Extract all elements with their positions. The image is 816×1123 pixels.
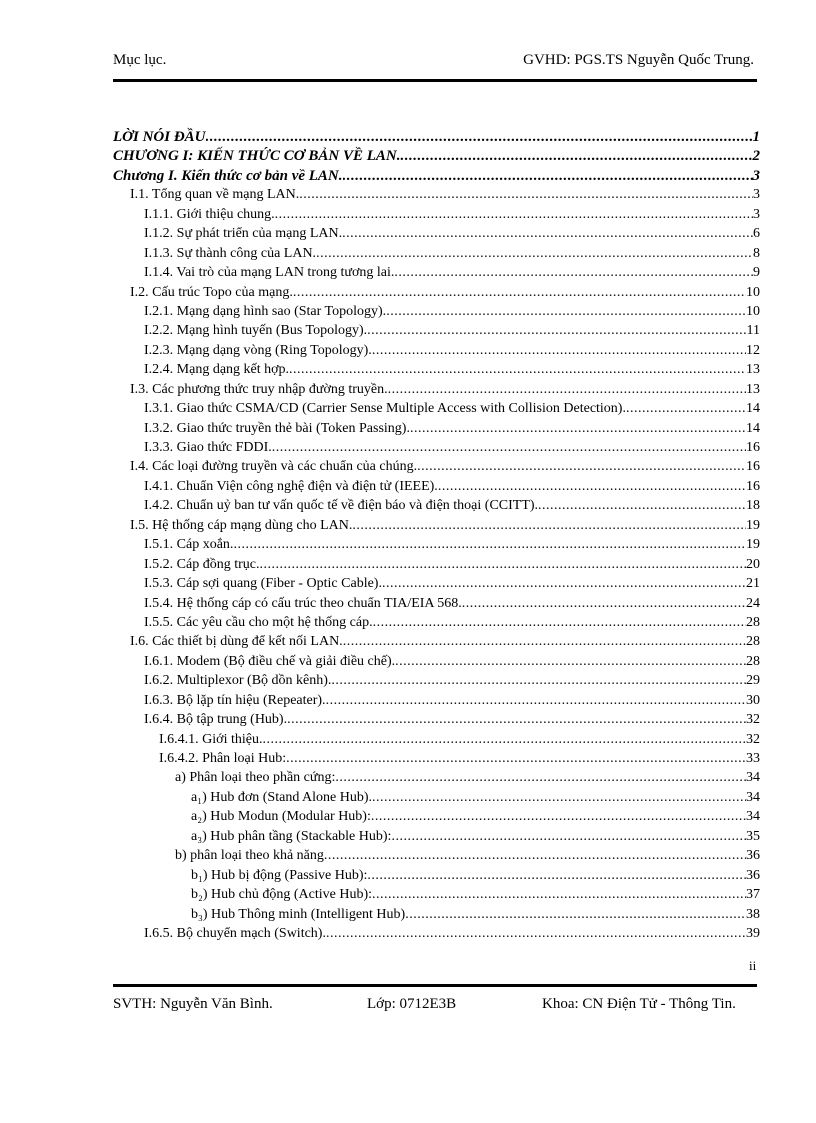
- toc-leader-dots: [286, 751, 746, 767]
- toc-entry-title: I.2. Cấu trúc Topo của mạng.: [130, 284, 293, 300]
- toc-entry[interactable]: [113, 168, 760, 187]
- toc-entry-title: b) phân loại theo khả năng: [175, 848, 324, 864]
- toc-entry-page: 32: [746, 731, 760, 747]
- toc-entry-title: I.6.3. Bộ lặp tín hiệu (Repeater).: [144, 692, 326, 708]
- toc-entry[interactable]: [113, 246, 760, 265]
- toc-entry-title: I.1.1. Giới thiệu chung.: [144, 206, 275, 222]
- toc-entry-title: I.3.1. Giao thức CSMA/CD (Carrier Sense Multiple Access with Collision Detection).: [144, 401, 626, 417]
- page-number: ii: [749, 958, 757, 973]
- toc-entry-title: I.1.4. Vai trò của mạng LAN trong tương lai.: [144, 265, 395, 281]
- toc-entry-page: 34: [746, 809, 760, 825]
- toc-leader-dots: [386, 304, 746, 320]
- toc-entry-title: I.3.2. Giao thức truyền thẻ bài (Token Passing).: [144, 420, 410, 436]
- toc-entry-page: 16: [746, 459, 760, 475]
- toc-entry-title: I.3. Các phương thức truy nhập đường truyền.: [130, 381, 388, 397]
- toc-entry[interactable]: [113, 459, 760, 478]
- toc-entry-title: a) Phân loại theo phần cứng:: [175, 770, 336, 786]
- toc-entry[interactable]: [113, 732, 760, 751]
- toc-entry-page: 2: [752, 148, 760, 165]
- toc-entry-page: 13: [746, 381, 760, 397]
- toc-entry-title: I.5.4. Hệ thống cáp có cấu trúc theo chuẩn TIA/EIA 568.: [144, 595, 462, 611]
- toc-leader-dots: [372, 343, 746, 359]
- toc-entry-page: 36: [746, 867, 760, 883]
- toc-entry[interactable]: [113, 343, 760, 362]
- toc-leader-dots: [367, 868, 746, 884]
- toc-entry-title: I.2.3. Mạng dạng vòng (Ring Topology).: [144, 342, 372, 358]
- toc-entry[interactable]: [113, 401, 760, 420]
- toc-entry[interactable]: [113, 557, 760, 576]
- toc-leader-dots: [391, 829, 746, 845]
- toc-entry[interactable]: [113, 751, 760, 770]
- toc-leader-dots: [371, 809, 746, 825]
- toc-entry-title: I.5.5. Các yêu cầu cho một hệ thống cáp.: [144, 614, 373, 630]
- toc-leader-dots: [438, 479, 746, 495]
- toc-entry[interactable]: [113, 265, 760, 284]
- toc-entry-title: I.6.5. Bộ chuyển mạch (Switch).: [144, 925, 326, 941]
- toc-entry-title: I.2.4. Mạng dạng kết hợp.: [144, 362, 290, 378]
- toc-leader-dots: [331, 673, 746, 689]
- toc-entry-page: 9: [753, 265, 760, 281]
- toc-leader-dots: [626, 401, 746, 417]
- toc-entry[interactable]: [113, 421, 760, 440]
- toc-leader-dots: [538, 498, 746, 514]
- toc-entry-title: a₂) Hub Modun (Modular Hub):: [191, 809, 371, 825]
- toc-entry-page: 1: [752, 129, 760, 145]
- toc-entry-page: 29: [746, 673, 760, 689]
- toc-entry-page: 28: [746, 653, 760, 669]
- toc-leader-dots: [372, 887, 746, 903]
- toc-entry-title: I.5.3. Cáp sợi quang (Fiber - Optic Cable).: [144, 576, 382, 592]
- toc-entry[interactable]: [113, 634, 760, 653]
- toc-entry-title: b₂) Hub chủ động (Active Hub):: [191, 887, 373, 903]
- toc-entry-page: 21: [746, 576, 760, 592]
- toc-entry-title: a₃) Hub phân tầng (Stackable Hub):: [191, 828, 392, 844]
- toc-entry[interactable]: [113, 323, 760, 342]
- toc-entry[interactable]: [113, 304, 760, 323]
- toc-entry[interactable]: [113, 148, 760, 167]
- toc-entry[interactable]: [113, 362, 760, 381]
- toc-entry-title: I.6. Các thiết bị dùng để kết nối LAN.: [130, 634, 343, 650]
- toc-entry-page: 20: [746, 556, 760, 572]
- toc-leader-dots: [417, 459, 746, 475]
- toc-entry-title: I.5.1. Cáp xoắn.: [144, 537, 234, 553]
- toc-entry[interactable]: [113, 829, 760, 848]
- footer-author: SVTH: Nguyễn Văn Bình.: [113, 996, 273, 1012]
- toc-leader-dots: [293, 285, 746, 301]
- toc-entry-page: 3: [753, 187, 760, 203]
- toc-entry-page: 10: [746, 303, 760, 319]
- toc-entry-page: 16: [746, 478, 760, 494]
- toc-leader-dots: [410, 421, 746, 437]
- toc-entry-page: 36: [746, 848, 760, 864]
- toc-leader-dots: [367, 323, 746, 339]
- toc-entry[interactable]: [113, 129, 760, 148]
- toc-entry-title: Chương I. Kiến thức cơ bản về LAN.: [113, 167, 343, 184]
- toc-entry-page: 12: [746, 342, 760, 358]
- toc-entry-page: 28: [746, 614, 760, 630]
- table-of-contents: [113, 129, 760, 945]
- toc-entry[interactable]: [113, 596, 760, 615]
- toc-entry[interactable]: [113, 537, 760, 556]
- toc-leader-dots: [395, 654, 746, 670]
- toc-entry-page: 10: [746, 284, 760, 300]
- toc-entry-title: I.6.4. Bộ tập trung (Hub).: [144, 712, 288, 728]
- toc-entry-page: 37: [746, 887, 760, 903]
- toc-leader-dots: [382, 576, 746, 592]
- toc-leader-dots: [289, 362, 746, 378]
- toc-entry[interactable]: [113, 673, 760, 692]
- toc-entry-page: 35: [746, 828, 760, 844]
- toc-entry[interactable]: [113, 187, 760, 206]
- toc-entry-title: b₁) Hub bị động (Passive Hub):: [191, 867, 368, 883]
- toc-leader-dots: [326, 693, 746, 709]
- toc-leader-dots: [299, 187, 753, 203]
- toc-entry-page: 34: [746, 770, 760, 786]
- toc-entry-title: I.6.4.2. Phân loại Hub:: [159, 751, 287, 766]
- toc-entry[interactable]: [113, 868, 760, 887]
- toc-entry[interactable]: [113, 479, 760, 498]
- toc-entry-page: 18: [746, 498, 760, 514]
- toc-leader-dots: [394, 265, 753, 281]
- footer-department: Khoa: CN Điện Tử - Thông Tin.: [542, 996, 736, 1012]
- header-right: GVHD: PGS.TS Nguyễn Quốc Trung.: [523, 52, 754, 68]
- toc-entry-title: I.5.2. Cáp đồng trục.: [144, 556, 260, 572]
- toc-entry-page: 34: [746, 789, 760, 805]
- toc-entry-page: 38: [746, 906, 760, 922]
- toc-leader-dots: [352, 518, 746, 534]
- toc-entry-title: I.4. Các loại đường truyền và các chuẩn của chúng.: [130, 459, 418, 475]
- toc-leader-dots: [262, 732, 746, 748]
- toc-entry[interactable]: [113, 790, 760, 809]
- toc-entry-page: 33: [746, 751, 760, 766]
- toc-entry-title: I.2.2. Mạng hình tuyến (Bus Topology).: [144, 323, 368, 339]
- toc-entry[interactable]: [113, 518, 760, 537]
- toc-entry[interactable]: [113, 382, 760, 401]
- toc-entry-title: I.1.3. Sự thành công của LAN.: [144, 245, 317, 261]
- toc-leader-dots: [405, 907, 746, 923]
- toc-leader-dots: [335, 770, 746, 786]
- toc-leader-dots: [259, 557, 746, 573]
- toc-entry[interactable]: [113, 226, 760, 245]
- toc-entry[interactable]: [113, 615, 760, 634]
- toc-entry[interactable]: [113, 887, 760, 906]
- toc-entry-page: 14: [746, 420, 760, 436]
- toc-entry[interactable]: [113, 907, 760, 926]
- toc-entry-page: 11: [746, 323, 760, 339]
- toc-entry-title: b₃) Hub Thông minh (Intelligent Hub): [191, 906, 406, 922]
- toc-entry-title: I.6.4.1. Giới thiệu.: [159, 731, 263, 747]
- toc-entry[interactable]: [113, 693, 760, 712]
- toc-leader-dots: [272, 440, 746, 456]
- toc-entry[interactable]: [113, 770, 760, 789]
- toc-leader-dots: [316, 246, 753, 262]
- toc-leader-dots: [343, 168, 753, 185]
- toc-leader-dots: [388, 382, 746, 398]
- toc-entry-title: a₁) Hub đơn (Stand Alone Hub).: [191, 789, 373, 805]
- toc-entry-page: 19: [746, 517, 760, 533]
- toc-entry-page: 19: [746, 537, 760, 553]
- toc-entry[interactable]: [113, 809, 760, 828]
- toc-entry-title: I.5. Hệ thống cáp mạng dùng cho LAN.: [130, 517, 353, 533]
- toc-entry-page: 39: [746, 925, 760, 941]
- toc-entry-title: I.6.1. Modem (Bộ điều chế và giải điều chế).: [144, 653, 396, 669]
- header-rule: [113, 79, 757, 82]
- toc-entry-title: I.3.3. Giao thức FDDI.: [144, 440, 272, 455]
- toc-entry[interactable]: [113, 498, 760, 517]
- toc-entry-title: LỜI NÓI ĐẦU: [113, 129, 206, 145]
- toc-entry[interactable]: [113, 712, 760, 731]
- toc-entry-page: 3: [752, 167, 760, 184]
- toc-entry[interactable]: [113, 654, 760, 673]
- toc-entry-page: 3: [753, 206, 760, 222]
- toc-entry-page: 24: [746, 595, 760, 611]
- footer-class: Lớp: 0712E3B: [367, 996, 457, 1012]
- header-left: Mục lục.: [113, 52, 167, 68]
- toc-leader-dots: [275, 207, 753, 223]
- toc-entry-title: CHƯƠNG I: KIẾN THỨC CƠ BẢN VỀ LAN.: [113, 148, 401, 165]
- toc-entry-title: I.1.2. Sự phát triển của mạng LAN.: [144, 226, 343, 242]
- toc-leader-dots: [326, 926, 746, 942]
- toc-leader-dots: [400, 148, 752, 165]
- toc-entry[interactable]: [113, 848, 760, 867]
- toc-entry-title: I.2.1. Mạng dạng hình sao (Star Topology).: [144, 303, 387, 319]
- toc-leader-dots: [462, 596, 746, 612]
- toc-entry-page: 6: [753, 226, 760, 242]
- toc-leader-dots: [206, 129, 753, 146]
- toc-entry-page: 8: [753, 245, 760, 261]
- toc-entry[interactable]: [113, 576, 760, 595]
- toc-entry[interactable]: [113, 440, 760, 459]
- toc-entry-page: 13: [746, 362, 760, 378]
- toc-entry-title: I.6.2. Multiplexor (Bộ dồn kênh).: [144, 673, 332, 689]
- toc-entry[interactable]: [113, 207, 760, 226]
- toc-leader-dots: [372, 790, 746, 806]
- toc-entry-title: I.4.2. Chuẩn uỷ ban tư vấn quốc tế về điện báo và điện thoại (CCITT).: [144, 498, 539, 514]
- toc-leader-dots: [342, 226, 753, 242]
- toc-entry-title: I.1. Tổng quan về mạng LAN.: [130, 187, 300, 203]
- toc-leader-dots: [343, 634, 746, 650]
- toc-leader-dots: [324, 848, 746, 864]
- toc-leader-dots: [373, 615, 746, 631]
- footer-rule: [113, 984, 757, 987]
- toc-leader-dots: [233, 537, 746, 553]
- toc-entry-page: 32: [746, 712, 760, 728]
- toc-entry[interactable]: [113, 926, 760, 945]
- toc-entry[interactable]: [113, 285, 760, 304]
- toc-entry-page: 16: [746, 440, 760, 455]
- toc-entry-title: I.4.1. Chuẩn Viện công nghệ điện và điện tử (IEEE).: [144, 478, 438, 494]
- toc-entry-page: 14: [746, 401, 760, 417]
- toc-leader-dots: [287, 712, 746, 728]
- toc-entry-page: 30: [746, 692, 760, 708]
- toc-entry-page: 28: [746, 634, 760, 650]
